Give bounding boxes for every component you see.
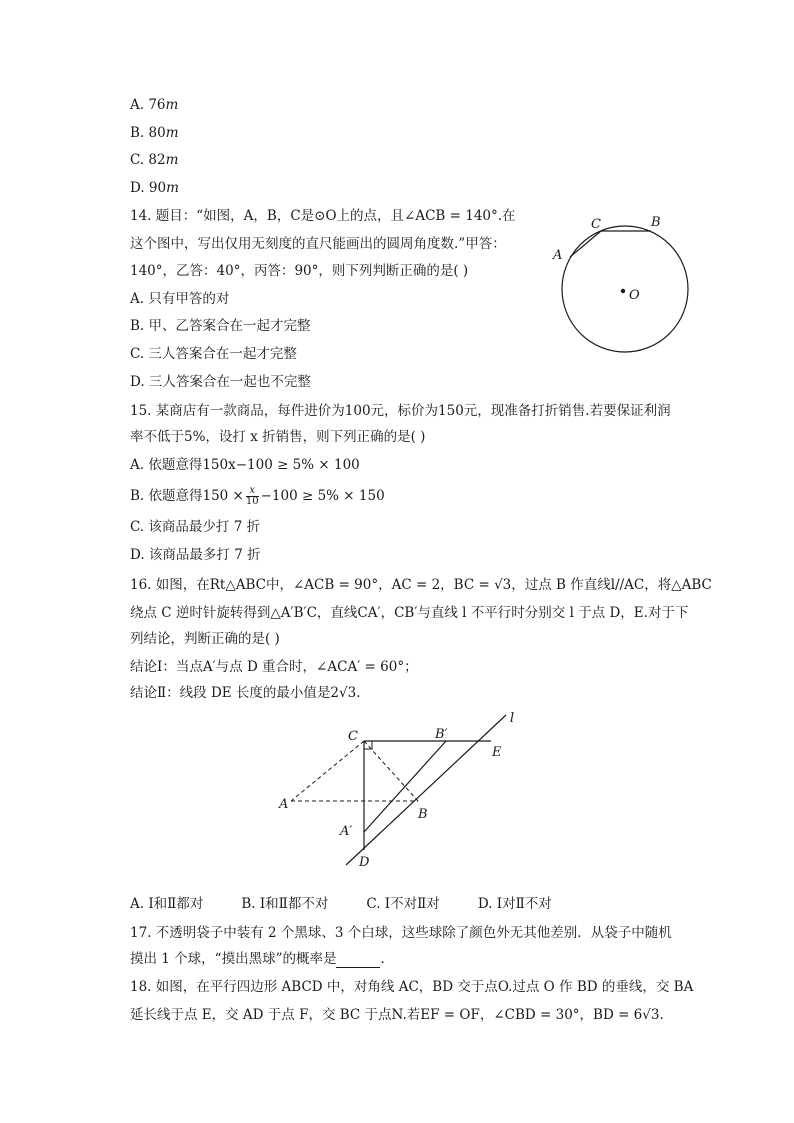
q14-option-b: B. 甲、乙答案合在一起才完整	[130, 318, 311, 334]
label-b: B	[651, 215, 661, 230]
center-point	[621, 289, 625, 293]
q13-option-c: C. 82m	[130, 152, 179, 168]
q16-triangle-figure	[270, 705, 530, 875]
q16-stem-line3: 列结论，判断正确的是( )	[130, 631, 280, 647]
q14-stem-line1: 14. 题目：“如图，A，B，C是⊙O上的点，且∠ACB = 140°.在	[130, 208, 516, 224]
q15-option-d: D. 该商品最多打 7 折	[130, 547, 261, 563]
q14-circle-figure	[540, 205, 710, 365]
label-b: B	[418, 807, 428, 822]
q15-stem-line1: 15. 某商店有一款商品，每件进价为100元，标价为150元，现准备打折销售.若要保证利润	[130, 403, 671, 419]
q13-option-a: A. 76m	[130, 97, 179, 113]
chord-ca	[570, 231, 601, 257]
label-a: A	[553, 248, 563, 263]
q15-option-b: B. 依题意得150 × $\frac{x}{10}$ −100 ≥ 5% × 150	[130, 485, 385, 507]
q16-conclusion-2: 结论Ⅱ：线段 DE 长度的最小值是2√3.	[130, 685, 361, 701]
q17-stem-line1: 17. 不透明袋子中装有 2 个黑球、3 个白球，这些球除了颜色外无其他差别．从袋子中随机	[130, 925, 672, 941]
dashed-cb	[364, 741, 418, 801]
q16-stem-line1: 16. 如图，在Rt△ABC中，∠ACB = 90°，AC = 2，BC = √3，过点 B 作直线l//AC，将△ABC	[130, 577, 712, 593]
q13-option-d: D. 90m	[130, 180, 179, 196]
label-a-prime: A′	[340, 824, 353, 839]
q15-option-a: A. 依题意得150x−100 ≥ 5% × 100	[130, 457, 360, 473]
q18-stem-line1: 18. 如图，在平行四边形 ABCD 中，对角线 AC，BD 交于点O.过点 O 作 BD 的垂线，交 BA	[130, 979, 694, 995]
q14-option-c: C. 三人答案合在一起才完整	[130, 346, 297, 362]
label-c: C	[348, 729, 358, 744]
q14-option-d: D. 三人答案合在一起也不完整	[130, 374, 311, 390]
q14-option-a: A. 只有甲答的对	[130, 291, 230, 307]
line-l	[346, 715, 506, 865]
q16-stem-line2: 绕点 C 逆时针旋转得到△A′B′C，直线CA′，CB′与直线 l 不平行时分别交 l 于点 D，E.对于下	[130, 605, 689, 621]
dashed-ca	[291, 741, 364, 801]
q16-options: A. Ⅰ和Ⅱ都对 B. Ⅰ和Ⅱ都不对 C. Ⅰ不对Ⅱ对 D. Ⅰ对Ⅱ不对	[130, 896, 552, 912]
q14-stem-line2: 这个图中，写出仅用无刻度的直尺能画出的圆周角度数.”甲答：	[130, 236, 506, 252]
q14-stem-line3: 140°，乙答：40°，丙答：90°，则下列判断正确的是( )	[130, 263, 469, 279]
label-o: O	[629, 288, 640, 303]
label-c: C	[591, 217, 601, 232]
label-l: l	[510, 711, 515, 726]
q18-stem-line2: 延长线于点 E，交 AD 于点 F，交 BC 于点N.若EF = OF，∠CBD = 30°，BD = 6√3.	[130, 1007, 664, 1023]
label-a: A	[279, 797, 289, 812]
label-e: E	[492, 745, 502, 760]
q15-option-c: C. 该商品最少打 7 折	[130, 519, 261, 535]
q13-option-b: B. 80m	[130, 125, 179, 141]
label-b-prime: B′	[435, 727, 448, 742]
q16-conclusion-1: 结论Ⅰ：当点A′与点 D 重合时，∠ACA′ = 60°；	[130, 659, 418, 675]
q15-stem-line2: 率不低于5%，设打 x 折销售，则下列正确的是( )	[130, 429, 426, 445]
segment-a-prime-b-prime	[364, 741, 446, 832]
answer-blank[interactable]	[336, 953, 380, 968]
circle-o	[562, 226, 688, 352]
fraction-x-over-10: $\frac{x}{10}$	[245, 485, 259, 507]
label-d: D	[359, 855, 370, 870]
q17-stem-line2: 摸出 1 个球，“摸出黑球”的概率是 .	[130, 951, 385, 967]
